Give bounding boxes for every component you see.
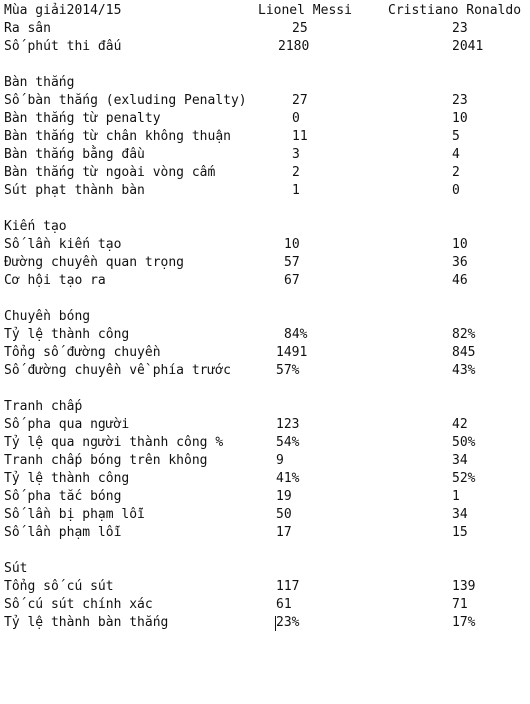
player2-name: Cristiano Ronaldo (388, 3, 522, 18)
messi-value: 123 (276, 417, 300, 432)
stat-label: Số phút thi đấu (4, 39, 122, 54)
stat-label: Số bàn thắng (exluding Penalty) (4, 93, 247, 108)
stat-row (0, 344, 530, 362)
ronaldo-value: 17% (452, 615, 476, 630)
stat-row (0, 164, 530, 182)
stat-label: Ra sân (4, 21, 51, 36)
ronaldo-value: 23 (452, 21, 468, 36)
messi-value: 117 (276, 579, 300, 594)
stat-label: Số lần bị phạm lỗi (4, 507, 145, 522)
stat-label: Số đường chuyền về phía trước (4, 363, 231, 378)
messi-value: 57 (284, 255, 300, 270)
messi-value: 27 (292, 93, 308, 108)
ronaldo-value: 5 (452, 129, 460, 144)
ronaldo-value: 10 (452, 111, 468, 126)
messi-value: 67 (284, 273, 300, 288)
section-title: Sút (4, 561, 28, 576)
messi-value: 9 (276, 453, 284, 468)
ronaldo-value: 34 (452, 507, 468, 522)
stat-row (0, 182, 530, 200)
stat-row-appearances (0, 20, 530, 38)
messi-value: 41% (276, 471, 300, 486)
messi-value: 2180 (278, 39, 310, 54)
messi-value: 1 (292, 183, 300, 198)
ronaldo-value: 4 (452, 147, 460, 162)
stat-label: Tỷ lệ thành bàn thắng (4, 615, 169, 630)
section-title: Chuyền bóng (4, 309, 91, 324)
header-row (0, 2, 530, 20)
ronaldo-value: 2041 (452, 39, 484, 54)
stat-label: Đường chuyền quan trọng (4, 255, 185, 270)
ronaldo-value: 46 (452, 273, 468, 288)
messi-value: 2 (292, 165, 300, 180)
stat-label: Số lần phạm lỗi (4, 525, 122, 540)
stat-row (0, 524, 530, 542)
stat-label: Bàn thắng bằng đầu (4, 147, 145, 162)
stat-row (0, 416, 530, 434)
stat-label: Tổng số cú sút (4, 579, 114, 594)
ronaldo-value: 1 (452, 489, 460, 504)
messi-value: 61 (276, 597, 292, 612)
stat-row (0, 110, 530, 128)
stat-label: Bàn thắng từ chân không thuận (4, 129, 231, 144)
stat-row (0, 326, 530, 344)
messi-value: 3 (292, 147, 300, 162)
ronaldo-value: 0 (452, 183, 460, 198)
player1-name: Lionel Messi (258, 3, 352, 18)
section-title-shooting (0, 560, 530, 578)
ronaldo-value: 15 (452, 525, 468, 540)
ronaldo-value: 71 (452, 597, 468, 612)
ronaldo-value: 10 (452, 237, 468, 252)
stat-row (0, 578, 530, 596)
stat-row (0, 614, 530, 632)
ronaldo-value: 34 (452, 453, 468, 468)
ronaldo-value: 2 (452, 165, 460, 180)
messi-value: 57% (276, 363, 300, 378)
stat-row (0, 236, 530, 254)
stat-row (0, 506, 530, 524)
stat-row (0, 272, 530, 290)
ronaldo-value: 42 (452, 417, 468, 432)
section-title: Kiến tạo (4, 219, 67, 234)
stat-label: Tranh chấp bóng trên không (4, 453, 208, 468)
ronaldo-value: 50% (452, 435, 476, 450)
stat-label: Số pha qua người (4, 417, 130, 432)
stat-row (0, 92, 530, 110)
stat-label: Bàn thắng từ ngoài vòng cấm (4, 165, 216, 180)
messi-value: 19 (276, 489, 292, 504)
messi-value: 0 (292, 111, 300, 126)
stat-label: Tỷ lệ qua người thành công % (4, 435, 224, 450)
stat-row (0, 470, 530, 488)
stat-label: Số pha tắc bóng (4, 489, 122, 504)
ronaldo-value: 82% (452, 327, 476, 342)
messi-value: 10 (284, 237, 300, 252)
stat-label: Cơ hội tạo ra (4, 273, 106, 288)
ronaldo-value: 23 (452, 93, 468, 108)
section-title-assists (0, 218, 530, 236)
stat-label: Tỷ lệ thành công (4, 471, 130, 486)
stat-label: Tổng số đường chuyền (4, 345, 161, 360)
stat-row (0, 362, 530, 380)
messi-value: 25 (292, 21, 308, 36)
ronaldo-value: 36 (452, 255, 468, 270)
stat-row (0, 452, 530, 470)
section-title-goals (0, 74, 530, 92)
stat-row (0, 434, 530, 452)
section-title: Tranh chấp (4, 399, 83, 414)
section-title: Bàn thắng (4, 75, 75, 90)
messi-value: 11 (292, 129, 308, 144)
ronaldo-value: 43% (452, 363, 476, 378)
stat-row (0, 488, 530, 506)
stat-row (0, 146, 530, 164)
stat-label: Bàn thắng từ penalty (4, 111, 161, 126)
stat-label: Tỷ lệ thành công (4, 327, 130, 342)
stat-label: Số lần kiến tạo (4, 237, 122, 252)
stat-label: Sút phạt thành bàn (4, 183, 145, 198)
messi-value: 54% (276, 435, 300, 450)
stat-row (0, 596, 530, 614)
messi-value: 23% (276, 615, 300, 630)
season-label: Mùa giải2014/15 (4, 3, 122, 18)
ronaldo-value: 845 (452, 345, 476, 360)
stat-row (0, 128, 530, 146)
stat-label: Số cú sút chính xác (4, 597, 153, 612)
messi-value: 50 (276, 507, 292, 522)
ronaldo-value: 139 (452, 579, 476, 594)
messi-value: 17 (276, 525, 292, 540)
ronaldo-value: 52% (452, 471, 476, 486)
section-title-duels (0, 398, 530, 416)
section-title-passing (0, 308, 530, 326)
stat-row (0, 254, 530, 272)
messi-value: 84% (284, 327, 308, 342)
messi-value: 1491 (276, 345, 308, 360)
stat-row-minutes (0, 38, 530, 56)
